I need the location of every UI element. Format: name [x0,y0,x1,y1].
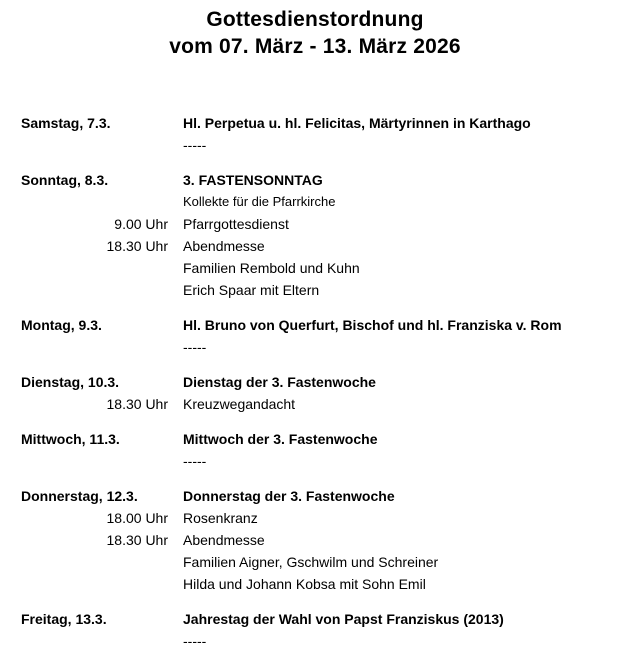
day-block-freitag [0,608,630,652]
day-block-donnerstag [0,485,630,595]
entry-row [0,529,630,551]
day-label: Donnerstag, 12.3. [21,488,138,504]
document-title: Gottesdienstordnung [206,8,424,31]
separator-dashes: ----- [183,137,207,153]
entry-text: Abendmesse [183,532,265,548]
entry-time [0,450,168,472]
day-label: Mittwoch, 11.3. [21,431,120,447]
day-row [0,428,630,450]
entry-time [0,630,168,652]
day-label: Montag, 9.3. [21,317,102,333]
entry-text: Familien Rembold und Kuhn [183,260,360,276]
day-row [0,608,630,630]
collection-note-text: Kollekte für die Pfarrkirche [183,194,336,209]
entry-row [0,551,630,573]
entry-text: Familien Aigner, Gschwilm und Schreiner [183,554,439,570]
separator-dashes: ----- [183,633,207,649]
entry-time: 18.30 Uhr [106,238,168,254]
day-block-dienstag [0,371,630,415]
entry-time [0,573,168,595]
day-block-montag [0,314,630,358]
entry-time [0,134,168,156]
day-label: Samstag, 7.3. [21,115,111,131]
entry-text: Rosenkranz [183,510,258,526]
entry-row [0,191,630,213]
day-heading: Hl. Perpetua u. hl. Felicitas, Märtyrinnen in Karthago [183,115,531,131]
entry-text: Hilda und Johann Kobsa mit Sohn Emil [183,576,426,592]
entry-row [0,336,630,358]
entry-time [0,336,168,358]
day-block-samstag [0,112,630,156]
entry-text: Erich Spaar mit Eltern [183,282,320,298]
separator-dashes: ----- [183,339,207,355]
entry-row [0,279,630,301]
entry-row [0,257,630,279]
day-heading: Mittwoch der 3. Fastenwoche [183,431,378,447]
separator-dashes: ----- [183,453,207,469]
day-label: Sonntag, 8.3. [21,172,109,188]
entry-text: Abendmesse [183,238,265,254]
day-row [0,371,630,393]
entry-row [0,235,630,257]
entry-time [0,257,168,279]
day-row [0,112,630,134]
entry-time: 9.00 Uhr [114,216,168,232]
schedule [0,112,630,652]
day-heading: Hl. Bruno von Querfurt, Bischof und hl. Franziska v. Rom [183,317,562,333]
day-label: Dienstag, 10.3. [21,374,120,390]
day-heading: Dienstag der 3. Fastenwoche [183,374,376,390]
entry-row [0,573,630,595]
entry-row [0,450,630,472]
entry-time [0,191,168,213]
entry-time: 18.00 Uhr [106,510,168,526]
day-heading: 3. FASTENSONNTAG [183,172,323,188]
entry-row [0,213,630,235]
entry-row [0,393,630,415]
entry-row [0,507,630,529]
document-date-range: vom 07. März - 13. März 2026 [169,35,461,58]
entry-text: Pfarrgottesdienst [183,216,289,232]
day-heading: Donnerstag der 3. Fastenwoche [183,488,395,504]
day-block-sonntag [0,169,630,301]
day-row [0,485,630,507]
day-row [0,314,630,336]
day-block-mittwoch [0,428,630,472]
entry-time: 18.30 Uhr [106,532,168,548]
entry-text: Kreuzwegandacht [183,396,296,412]
day-heading: Jahrestag der Wahl von Papst Franziskus (2013) [183,611,504,627]
entry-time [0,551,168,573]
entry-row [0,134,630,156]
entry-time [0,279,168,301]
document-header [0,0,630,60]
day-label: Freitag, 13.3. [21,611,107,627]
entry-row [0,630,630,652]
entry-time: 18.30 Uhr [106,396,168,412]
day-row [0,169,630,191]
